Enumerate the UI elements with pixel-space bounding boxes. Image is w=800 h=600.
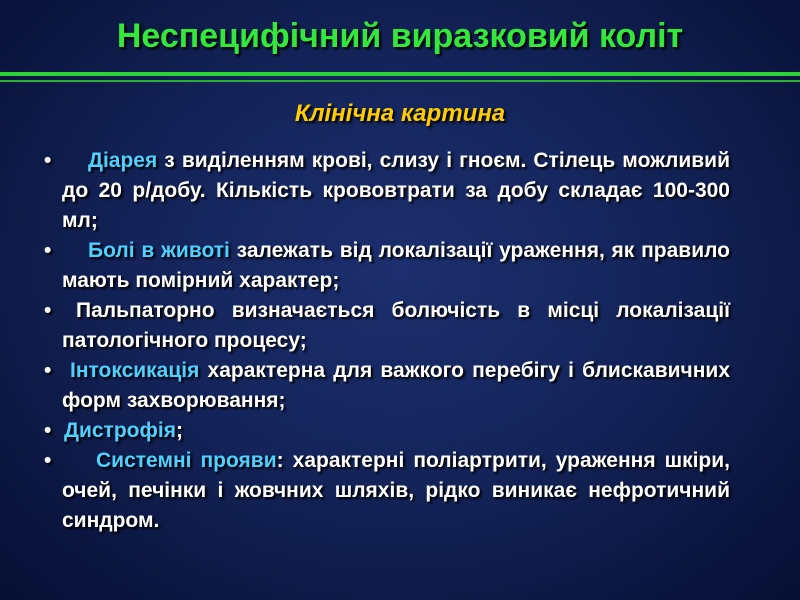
- bullet-icon: •: [44, 449, 52, 472]
- bullet-icon: •: [44, 359, 52, 382]
- item-highlight: Системні прояви: [96, 449, 277, 472]
- list-item-palpation: [40, 296, 730, 356]
- item-highlight: Болі в животі: [88, 239, 230, 262]
- symptom-list: [40, 146, 730, 536]
- item-text: : характерні поліартрити, ураження шкіри, очей, печінки і жовчних шляхів, рідко виникає нефротичний синдром.: [62, 449, 731, 532]
- item-highlight: Дистрофія: [64, 419, 176, 442]
- item-highlight: Інтоксикація: [70, 359, 200, 382]
- list-item-dystrophy: [40, 416, 730, 446]
- bullet-icon: •: [44, 419, 52, 442]
- list-item-abdominal-pain: [40, 236, 730, 296]
- title-divider-thick: [0, 72, 800, 76]
- item-text: Пальпаторно визначається болючість в місці локалізації патологічного процесу;: [62, 299, 730, 352]
- item-text: з виділенням крові, слизу і гноєм. Стілець можливий до 20 р/добу. Кількість крововтрати за добу складає 100-300 мл;: [62, 149, 730, 232]
- list-item-intoxication: [40, 356, 730, 416]
- bullet-icon: •: [44, 149, 52, 172]
- slide-title: Неспецифічний виразковий коліт: [116, 17, 684, 55]
- bullet-icon: •: [44, 299, 52, 322]
- slide-subtitle: Клінічна картина: [294, 100, 506, 127]
- title-divider-thin: [0, 80, 800, 82]
- item-text: ;: [175, 419, 183, 442]
- item-text: характерна для важкого перебігу і блискавичних форм захворювання;: [62, 359, 730, 412]
- item-highlight: Діарея: [88, 149, 158, 172]
- item-text: залежать від локалізації ураження, як правило мають помірний характер;: [62, 239, 730, 292]
- list-item-systemic: [40, 446, 730, 536]
- bullet-icon: •: [44, 239, 52, 262]
- list-item-diarrhea: [40, 146, 730, 236]
